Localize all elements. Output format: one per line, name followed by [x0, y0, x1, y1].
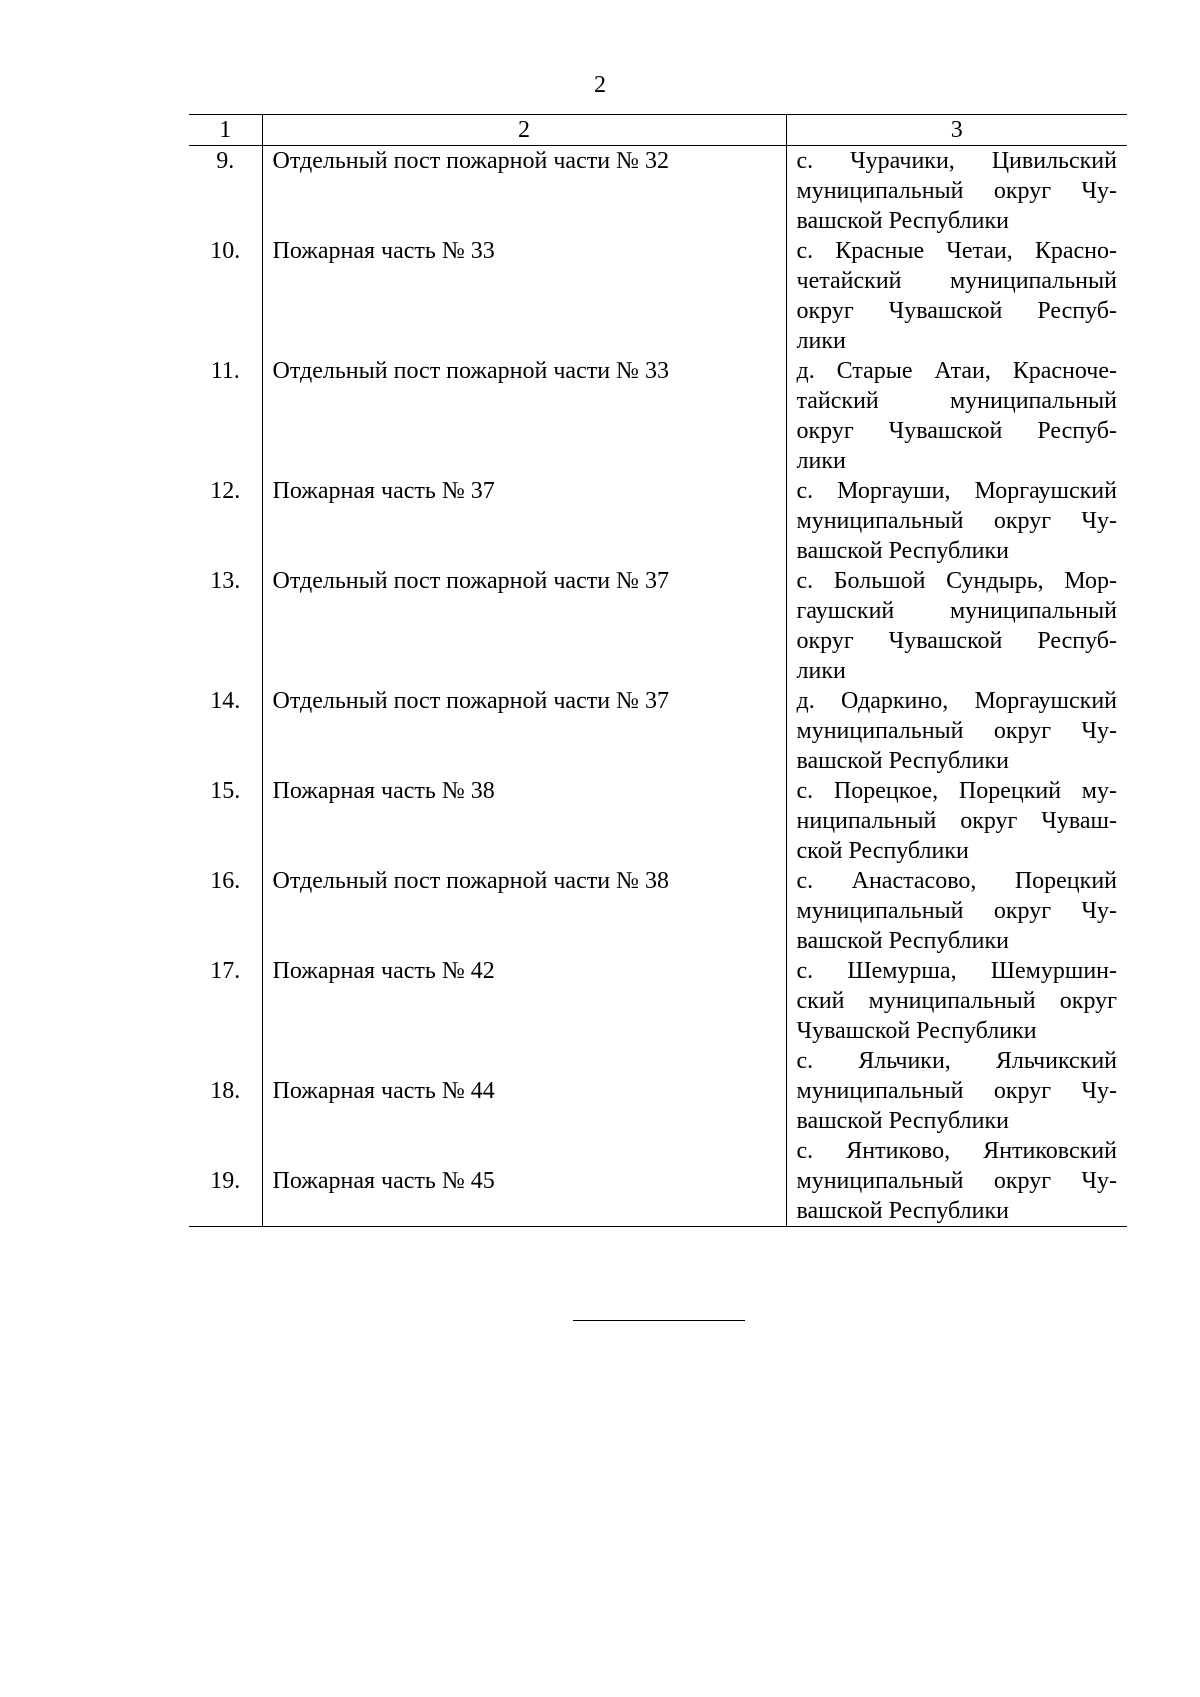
location-cell [786, 1136, 1127, 1227]
location-line: вашской Республики [796, 1108, 1009, 1134]
location-line: с. Моргауши, Моргаушский [796, 478, 1117, 504]
fire-stations-table [189, 114, 1127, 1227]
row-number: 16. [210, 868, 241, 894]
location-line: вашской Республики [796, 748, 1009, 774]
row-number: 17. [210, 958, 241, 984]
location-line: с. Янтиково, Янтиковский [796, 1138, 1117, 1164]
location-line: муниципальный округ Чу- [796, 1168, 1117, 1194]
location-line: муниципальный округ Чу- [796, 178, 1117, 204]
table-row [189, 866, 1127, 956]
location-cell [786, 866, 1127, 956]
fire-unit-name: Пожарная часть № 42 [262, 956, 786, 1046]
table-row [189, 956, 1127, 1046]
column-header-3: 3 [786, 115, 1127, 146]
location-cell [786, 776, 1127, 866]
fire-unit-name: Отдельный пост пожарной части № 38 [262, 866, 786, 956]
location-line: с. Красные Четаи, Красно- [796, 238, 1117, 264]
location-line: округ Чувашской Респуб- [796, 628, 1117, 654]
column-header-1: 1 [189, 115, 262, 146]
location-line: с. Большой Сундырь, Мор- [796, 568, 1117, 594]
row-number: 15. [210, 778, 241, 804]
location-cell [786, 566, 1127, 686]
table-row [189, 776, 1127, 866]
column-header-2: 2 [262, 115, 786, 146]
location-line: лики [796, 448, 846, 474]
fire-unit-name: Пожарная часть № 33 [262, 236, 786, 356]
fire-unit-name: Пожарная часть № 45 [262, 1136, 786, 1227]
row-number: 9. [216, 148, 235, 174]
location-cell [786, 1046, 1127, 1136]
location-cell [786, 356, 1127, 476]
fire-unit-name: Отдельный пост пожарной части № 32 [262, 146, 786, 237]
table-row [189, 566, 1127, 686]
page-number: 2 [594, 72, 606, 98]
location-line: лики [796, 328, 846, 354]
location-line: вашской Республики [796, 928, 1009, 954]
location-line: ский муниципальный округ [796, 988, 1117, 1014]
location-line: муниципальный округ Чу- [796, 898, 1117, 924]
location-cell [786, 146, 1127, 237]
table-row [189, 686, 1127, 776]
location-line: вашской Республики [796, 208, 1009, 234]
location-line: вашской Республики [796, 538, 1009, 564]
closing-divider [573, 1320, 745, 1321]
location-line: муниципальный округ Чу- [796, 508, 1117, 534]
row-number: 19. [189, 1136, 262, 1227]
fire-unit-name: Отдельный пост пожарной части № 37 [262, 566, 786, 686]
location-line: с. Порецкое, Порецкий му- [796, 778, 1117, 804]
location-line: Чувашской Республики [796, 1018, 1037, 1044]
location-cell [786, 956, 1127, 1046]
location-cell [786, 236, 1127, 356]
location-line: ниципальный округ Чуваш- [796, 808, 1117, 834]
location-line: д. Одаркино, Моргаушский [796, 688, 1117, 714]
fire-unit-name: Отдельный пост пожарной части № 37 [262, 686, 786, 776]
location-line: с. Шемурша, Шемуршин- [796, 958, 1117, 984]
row-number: 10. [210, 238, 241, 264]
location-line: ской Республики [796, 838, 969, 864]
table-row [189, 1136, 1127, 1227]
row-number: 18. [210, 1078, 241, 1104]
location-line: вашской Республики [796, 1198, 1009, 1224]
row-number: 12. [210, 478, 241, 504]
table-row [189, 1046, 1127, 1136]
fire-unit-name: Пожарная часть № 38 [262, 776, 786, 866]
location-line: муниципальный округ Чу- [796, 1078, 1117, 1104]
location-cell [786, 476, 1127, 566]
row-number: 14. [210, 688, 241, 714]
location-line: четайский муниципальный [796, 268, 1117, 294]
fire-unit-name: Отдельный пост пожарной части № 33 [262, 356, 786, 476]
location-line: с. Анастасово, Порецкий [796, 868, 1117, 894]
table-row [189, 146, 1127, 237]
row-number: 11. [210, 358, 240, 384]
location-line: с. Чурачики, Цивильский [796, 148, 1117, 174]
table-row [189, 236, 1127, 356]
row-number: 13. [210, 568, 241, 594]
location-line: округ Чувашской Респуб- [796, 298, 1117, 324]
location-line: округ Чувашской Респуб- [796, 418, 1117, 444]
location-line: д. Старые Атаи, Красноче- [796, 358, 1117, 384]
table-row [189, 476, 1127, 566]
location-line: муниципальный округ Чу- [796, 718, 1117, 744]
location-cell [786, 686, 1127, 776]
table-header-row [189, 115, 1127, 146]
fire-unit-name: Пожарная часть № 37 [262, 476, 786, 566]
table-row [189, 356, 1127, 476]
location-line: тайский муниципальный [796, 388, 1117, 414]
location-line: гаушский муниципальный [796, 598, 1117, 624]
fire-unit-name: Пожарная часть № 44 [262, 1046, 786, 1136]
location-line: лики [796, 658, 846, 684]
location-line: с. Яльчики, Яльчикский [796, 1048, 1117, 1074]
